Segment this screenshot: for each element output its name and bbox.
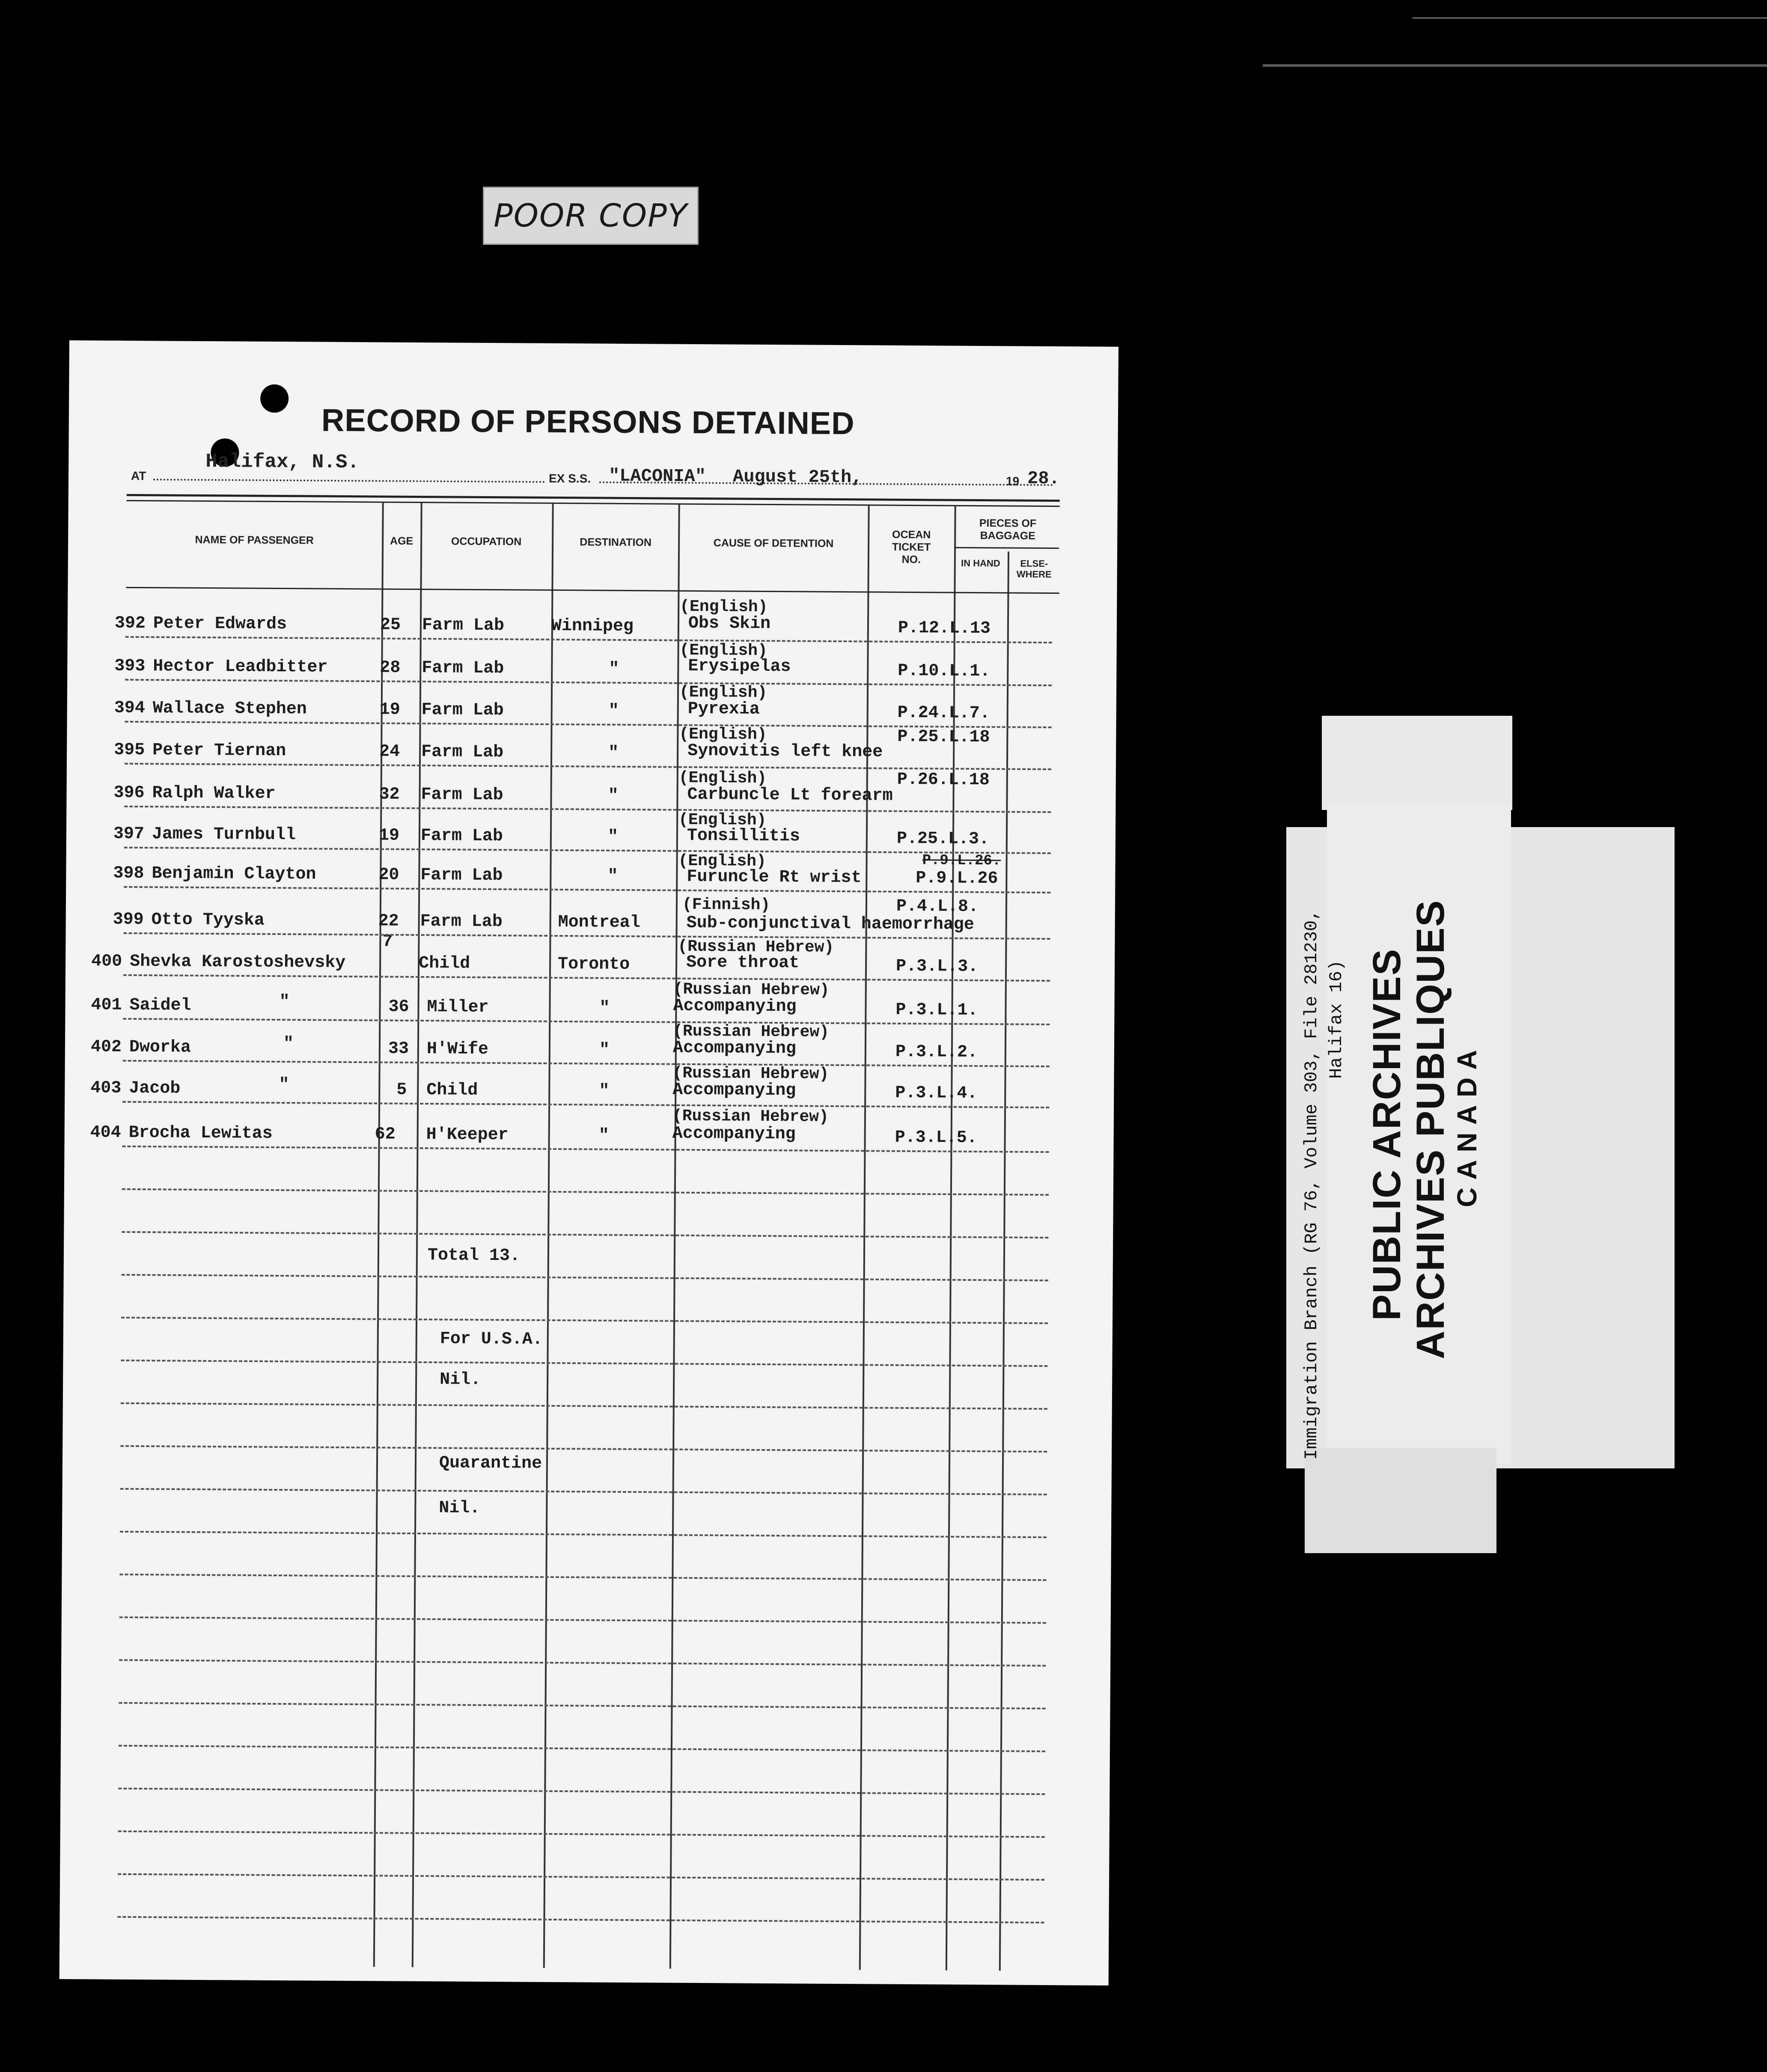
- col-header-cause: CAUSE OF DETENTION: [713, 537, 834, 550]
- passenger-name: Peter Tiernan: [152, 741, 286, 761]
- ditto-mark: ": [279, 992, 290, 1012]
- passenger-destination: Toronto: [557, 954, 630, 975]
- passenger-destination: ": [608, 786, 619, 806]
- row-line: [119, 1745, 1045, 1752]
- passenger-age: 24: [379, 742, 400, 762]
- archives-name-english: PUBLIC ARCHIVES: [1365, 948, 1409, 1321]
- col-header-in-hand: IN HAND: [961, 557, 1000, 569]
- passenger-name: Brocha Lewitas: [128, 1123, 273, 1143]
- col-header-ocean-ticket: OCEAN TICKET NO.: [892, 528, 931, 566]
- row-number: 398: [113, 863, 144, 884]
- punch-hole: [260, 384, 289, 413]
- row-line: [121, 1360, 1047, 1367]
- detention-cause: Carbuncle Lt forearm: [687, 785, 893, 806]
- passenger-name: Shevka Karostoshevsky: [129, 952, 346, 973]
- year-prefix: 19: [1005, 474, 1020, 488]
- ocean-ticket-no: P.10.L.1.: [898, 661, 991, 682]
- column-header-rule: [126, 587, 1059, 594]
- passenger-nationality: (Russian Hebrew): [672, 1064, 829, 1084]
- passenger-occupation: Farm Lab: [422, 616, 505, 636]
- baggage-divider: [954, 547, 1059, 549]
- passenger-nationality: (Russian Hebrew): [673, 1022, 830, 1042]
- passenger-name: Saidel: [129, 995, 191, 1015]
- ditto-mark: ": [283, 1034, 294, 1054]
- passenger-age: 28: [380, 658, 401, 678]
- passenger-nationality: (Russian Hebrew): [678, 937, 834, 957]
- archives-reference-line-1: Immigration Branch (RG 76, Volume 303, File 281230,: [1301, 909, 1322, 1460]
- passenger-destination: ": [607, 866, 618, 886]
- passenger-occupation: Child: [418, 954, 470, 973]
- row-number: 399: [113, 910, 144, 930]
- scan-artifact-line: [1413, 17, 1767, 19]
- row-line: [124, 806, 1051, 813]
- row-number: 394: [114, 698, 145, 718]
- passenger-destination: ": [599, 1081, 610, 1101]
- detention-cause: Synovitis left knee: [687, 741, 883, 762]
- detention-cause: Accompanying: [672, 1038, 797, 1059]
- passenger-destination: ": [599, 1040, 610, 1060]
- passenger-destination: ": [608, 743, 619, 763]
- passenger-age: 32: [379, 785, 400, 804]
- ocean-ticket-no: P.25.L.3.: [896, 829, 990, 849]
- ocean-ticket-no: P.3.L.2.: [895, 1042, 978, 1062]
- at-label: AT: [131, 469, 146, 483]
- row-line: [119, 1617, 1046, 1624]
- col-header-baggage: PIECES OF BAGGAGE: [979, 517, 1037, 542]
- detention-cause: Accompanying: [673, 996, 797, 1017]
- passenger-destination: Montreal: [558, 913, 640, 933]
- row-line: [119, 1659, 1046, 1667]
- row-line: [122, 1231, 1048, 1238]
- column-divider: [999, 551, 1009, 1971]
- row-number: 395: [114, 740, 145, 760]
- at-field-line: [153, 479, 545, 483]
- row-line: [122, 1274, 1048, 1281]
- detention-cause: Obs Skin: [688, 613, 771, 634]
- passenger-name: Peter Edwards: [153, 614, 287, 634]
- passenger-nationality: (English): [679, 683, 767, 702]
- passenger-destination: ": [599, 998, 610, 1018]
- row-line: [120, 1445, 1047, 1453]
- ocean-ticket-no: P.3.L.1.: [895, 1000, 978, 1020]
- ship-value: "LACONIA": [608, 465, 706, 487]
- passenger-destination: ": [598, 1126, 609, 1146]
- passenger-age: 22: [378, 911, 399, 931]
- ocean-ticket-no: P.26.L.18: [897, 770, 990, 790]
- row-number: 402: [90, 1037, 122, 1057]
- col-header-age: AGE: [390, 535, 413, 547]
- row-line: [122, 1188, 1049, 1196]
- archives-reference-line-2: Halifax 16): [1326, 960, 1347, 1079]
- passenger-name: Dworka: [129, 1037, 191, 1057]
- passenger-nationality: (English): [680, 597, 768, 616]
- col-header-occupation: OCCUPATION: [451, 535, 522, 548]
- passenger-destination: ": [608, 701, 619, 721]
- passenger-name: Jacob: [129, 1078, 181, 1099]
- scan-artifact-line: [1263, 64, 1767, 67]
- row-number: 400: [91, 952, 122, 971]
- row-line: [118, 1788, 1045, 1795]
- detention-cause: Furuncle Rt wrist: [687, 867, 862, 888]
- passenger-occupation: Farm Lab: [422, 658, 504, 679]
- row-line: [118, 1873, 1044, 1881]
- row-line: [117, 1916, 1044, 1923]
- passenger-age: 25: [380, 615, 401, 635]
- passenger-nationality: (English): [678, 768, 767, 788]
- row-line: [119, 1574, 1046, 1581]
- col-header-elsewhere: ELSE- WHERE: [1016, 558, 1052, 580]
- passenger-nationality: (English): [679, 641, 767, 660]
- row-number: 403: [90, 1078, 122, 1098]
- passenger-name: Wallace Stephen: [152, 699, 307, 719]
- passenger-age: 33: [388, 1039, 409, 1059]
- passenger-destination: Winnipeg: [551, 616, 634, 637]
- detention-cause: Sore throat: [686, 953, 800, 973]
- passenger-nationality: (English): [679, 725, 767, 744]
- quarantine-value: Nil.: [439, 1498, 480, 1518]
- passenger-occupation: Child: [426, 1081, 478, 1100]
- row-number: 392: [114, 613, 146, 634]
- row-number: 393: [114, 656, 146, 676]
- total-count: Total 13.: [427, 1246, 521, 1266]
- ex-ss-label: EX S.S.: [548, 471, 591, 485]
- detention-record-form: [59, 340, 1119, 1986]
- passenger-age: 19: [378, 826, 400, 845]
- archives-slip-bottom: [1305, 1448, 1496, 1553]
- passenger-occupation: Farm Lab: [420, 912, 503, 932]
- passenger-occupation: Farm Lab: [420, 866, 503, 886]
- col-header-name: NAME OF PASSENGER: [195, 533, 314, 547]
- row-line: [119, 1702, 1046, 1709]
- form-title: RECORD OF PERSONS DETAINED: [321, 402, 855, 441]
- passenger-nationality: (Russian Hebrew): [672, 1107, 829, 1126]
- passenger-occupation: H'Wife: [426, 1039, 489, 1060]
- quarantine-label: Quarantine: [439, 1453, 542, 1474]
- detention-cause: Tonsillitis: [687, 826, 800, 846]
- row-line: [120, 1531, 1047, 1538]
- archives-country: CANADA: [1452, 1042, 1482, 1207]
- passenger-nationality: (Finnish): [682, 895, 770, 915]
- row-line: [121, 1402, 1047, 1410]
- detention-cause: Erysipelas: [688, 656, 791, 677]
- ocean-ticket-no: P.12.L.13: [898, 618, 991, 639]
- passenger-destination: ": [607, 827, 619, 847]
- passenger-occupation: Farm Lab: [420, 826, 503, 846]
- port-value: Halifax, N.S.: [205, 450, 360, 474]
- passenger-age: 20: [378, 865, 399, 885]
- passenger-name: Hector Leadbitter: [153, 657, 328, 677]
- detention-cause: Sub-conjunctival haemorrhage: [686, 913, 974, 935]
- row-number: 404: [90, 1123, 121, 1143]
- archives-name-french: ARCHIVES PUBLIQUES: [1409, 899, 1452, 1359]
- row-number: 397: [113, 824, 145, 844]
- archives-slip-top: [1322, 716, 1512, 810]
- passenger-nationality: (Russian Hebrew): [673, 980, 830, 1000]
- detention-cause: Accompanying: [672, 1080, 796, 1101]
- ocean-ticket-no: P.25.L.18: [897, 727, 990, 747]
- passenger-age: 7: [382, 932, 393, 952]
- row-line: [118, 1831, 1045, 1838]
- passenger-occupation: Miller: [427, 997, 489, 1018]
- row-number: 396: [113, 783, 145, 803]
- ocean-ticket-no: P.24.L.7.: [897, 703, 990, 723]
- passenger-nationality: (English): [678, 810, 767, 830]
- passenger-age: 19: [379, 700, 400, 720]
- row-line: [125, 763, 1051, 770]
- passenger-name: Benjamin Clayton: [152, 864, 316, 884]
- col-header-destination: DESTINATION: [580, 536, 652, 549]
- row-line: [124, 886, 1050, 893]
- ocean-ticket-no-struck: P.9.L.26.: [922, 852, 1001, 869]
- detention-cause: Accompanying: [672, 1124, 796, 1144]
- usa-label: For U.S.A.: [440, 1329, 543, 1349]
- passenger-age: 5: [396, 1080, 407, 1100]
- ocean-ticket-no: P.3.L.4.: [895, 1083, 978, 1103]
- passenger-occupation: Farm Lab: [421, 742, 504, 762]
- ocean-ticket-no: P.3.L.3.: [895, 956, 979, 976]
- passenger-destination: ": [609, 659, 619, 679]
- ditto-mark: ": [279, 1075, 289, 1095]
- passenger-age: 36: [388, 997, 409, 1017]
- poor-copy-label: POOR COPY: [483, 187, 699, 245]
- passenger-name: James Turnbull: [152, 825, 296, 845]
- passenger-name: Otto Tyyska: [151, 910, 265, 930]
- passenger-occupation: Farm Lab: [421, 700, 504, 720]
- ocean-ticket-no: P.3.L.5.: [895, 1128, 977, 1148]
- detention-cause: Pyrexia: [687, 699, 760, 719]
- year-value: 28.: [1027, 468, 1060, 489]
- row-number: 401: [91, 995, 122, 1015]
- row-line: [120, 1488, 1047, 1495]
- arrival-date-value: August 25th,: [732, 466, 863, 488]
- usa-value: Nil.: [440, 1370, 481, 1390]
- header-rule: [127, 500, 1060, 507]
- passenger-age: 62: [375, 1125, 396, 1144]
- passenger-nationality: (English): [678, 851, 766, 871]
- ocean-ticket-no: P.9.L.26: [916, 869, 998, 889]
- passenger-name: Ralph Walker: [152, 783, 276, 804]
- row-line: [121, 1317, 1048, 1324]
- ocean-ticket-no: P.4.L.8.: [896, 896, 979, 917]
- passenger-occupation: Farm Lab: [421, 785, 503, 805]
- passenger-occupation: H'Keeper: [426, 1125, 509, 1145]
